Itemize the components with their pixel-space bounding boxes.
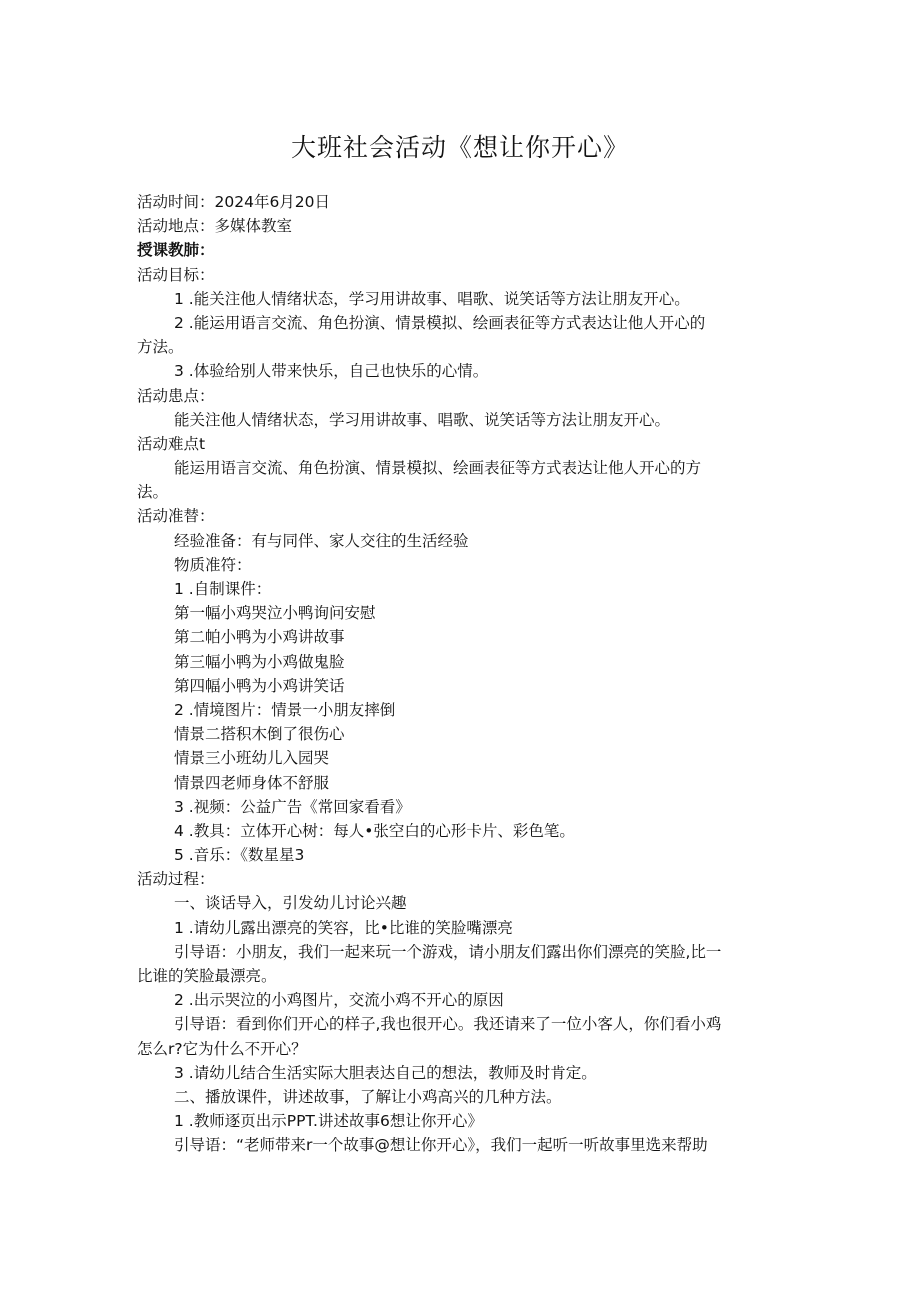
text-line: 法。	[137, 483, 169, 502]
text-line: 引导语：小朋友，我们一起来玩一个游戏，请小朋友们露出你们漂亮的笑脸,比一	[174, 942, 722, 961]
text-line: 活动目标：	[137, 265, 215, 284]
text-line: 经验准备：有与同伴、家人交往的生活经验	[174, 531, 469, 550]
text-line: 情景三小班幼儿入园哭	[174, 749, 330, 768]
text-line: 授课教肺：	[137, 241, 215, 260]
text-line: 一、谈话导入，引发幼儿讨论兴趣	[174, 894, 407, 913]
text-line: 第一幅小鸡哭泣小鸭询问安慰	[174, 604, 376, 623]
text-line: 1 .能关注他人情绪状态，学习用讲故事、唱歌、说笑话等方法让朋友开心。	[174, 289, 690, 308]
text-line: 能运用语言交流、角色扮演、情景模拟、绘画表征等方式表达让他人开心的方	[174, 459, 702, 478]
text-line: 方法。	[137, 338, 184, 357]
text-line: 引导语：看到你们开心的样子,我也很开心。我还请来了一位小客人，你们看小鸡	[174, 1015, 722, 1034]
text-line: 5 .音乐：《数星星3	[174, 846, 305, 865]
document-body	[137, 190, 787, 1158]
text-line: 活动地点：多媒体教室	[137, 217, 293, 236]
text-line: 2 .情境图片：情景一小朋友摔倒	[174, 700, 396, 719]
text-line: 1 .教师逐页出示PPT.讲述故事6想让你开心》	[174, 1112, 483, 1131]
text-line: 引导语：“老师带来r一个故事@想让你开心》，我们一起听一听故事里选来帮助	[174, 1136, 708, 1155]
text-line: 怎么r?它为什么不开心？	[137, 1039, 307, 1058]
text-line: 比谁的笑脸最漂亮。	[137, 967, 277, 985]
text-line: 3 .体验给别人带来快乐，自己也快乐的心情。	[174, 362, 489, 381]
text-line: 2 .能运用语言交流、角色扮演、情景模拟、绘画表征等方式表达让他人开心的	[174, 313, 706, 332]
text-line: 活动过程：	[137, 870, 215, 889]
text-line: 3 .请幼儿结合生活实际大胆表达自己的想法，教师及时肯定。	[174, 1063, 597, 1082]
text-line: 活动时间：2024年6月20日	[137, 193, 331, 211]
text-line: 第三幅小鸭为小鸡做鬼脸	[174, 652, 345, 671]
text-line: 3 .视频：公益广告《常回家看看》	[174, 797, 411, 816]
text-line: 1 .请幼儿露出漂亮的笑容，比•比谁的笑脸嘴漂亮	[174, 918, 513, 937]
text-line: 1 .自制课件：	[174, 580, 272, 598]
text-line: 第二帕小鸭为小鸡讲故事	[174, 628, 345, 647]
text-line: 活动患点：	[137, 386, 215, 405]
text-line: 物质准符：	[174, 555, 252, 574]
text-line: 4 .教具：立体开心树：每人•张空白的心形卡片、彩色笔。	[174, 821, 575, 840]
document-title: 大班社会活动《想让你开心》	[290, 133, 629, 162]
text-line: 情景二搭积木倒了很伤心	[174, 725, 345, 744]
text-line: 情景四老师身体不舒服	[174, 773, 330, 792]
text-line: 2 .出示哭泣的小鸡图片，交流小鸡不开心的原因	[174, 991, 504, 1010]
text-line: 能关注他人情绪状态，学习用讲故事、唱歌、说笑话等方法让朋友开心。	[174, 410, 671, 429]
text-line: 二、播放课件，讲述故事，了解让小鸡高兴的几种方法。	[174, 1087, 562, 1106]
text-line: 第四幅小鸭为小鸡讲笑话	[174, 676, 345, 695]
text-line: 活动准替：	[137, 507, 215, 526]
text-line: 活动难点t	[137, 434, 206, 453]
